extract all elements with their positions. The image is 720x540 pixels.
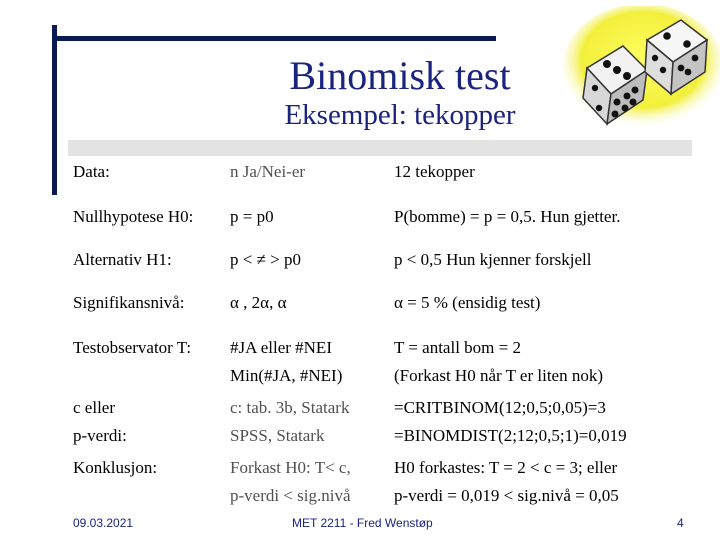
row-mid-critical-line2: SPSS, Statark: [230, 426, 325, 445]
vertical-accent-bar: [52, 25, 57, 195]
row-right-null-hypothesis: P(bomme) = p = 0,5. Hun gjetter.: [394, 207, 621, 226]
row-mid-alternative: p < ≠ > p0: [230, 250, 302, 269]
slide-title: Binomisk test: [289, 53, 511, 98]
row-mid-significance: α , 2α, α: [230, 293, 287, 312]
row-label-significance: Signifikansnivå:: [73, 293, 185, 312]
row-label-test-statistic: Testobservator T:: [73, 338, 192, 357]
row-mid-conclusion-line2: p-verdi < sig.nivå: [230, 486, 351, 505]
row-mid-test-statistic-line1: #JA eller #NEI: [230, 338, 332, 357]
row-right-conclusion-line2: p-verdi = 0,019 < sig.nivå = 0,05: [394, 486, 619, 505]
row-mid-null-hypothesis: p = p0: [230, 207, 274, 226]
slide-subtitle: Eksempel: tekopper: [284, 99, 516, 131]
row-label-data: Data:: [73, 162, 110, 181]
title-separator-band: [68, 140, 692, 156]
row-mid-test-statistic-line2: Min(#JA, #NEI): [230, 366, 343, 385]
row-label-critical-line1: c eller: [73, 398, 115, 417]
row-label-alternative: Alternativ H1:: [73, 250, 172, 269]
footer-course: MET 2211 - Fred Wenstøp: [292, 516, 433, 530]
row-right-test-statistic-line1: T = antall bom = 2: [394, 338, 521, 357]
row-label-critical-line2: p-verdi:: [73, 426, 127, 445]
row-right-conclusion-line1: H0 forkastes: T = 2 < c = 3; eller: [394, 458, 618, 477]
horizontal-accent-bar: [52, 36, 496, 41]
row-label-conclusion: Konklusjon:: [73, 458, 158, 477]
row-right-test-statistic-line2: (Forkast H0 når T er liten nok): [394, 366, 603, 385]
row-right-data: 12 tekopper: [394, 162, 475, 181]
dice-pair-icon: [555, 6, 720, 131]
footer-page-number: 4: [677, 516, 684, 530]
row-mid-critical-line1: c: tab. 3b, Statark: [230, 398, 350, 417]
row-right-critical-line2: =BINOMDIST(2;12;0,5;1)=0,019: [394, 426, 627, 445]
row-mid-conclusion-line1: Forkast H0: T< c,: [230, 458, 351, 477]
row-label-null-hypothesis: Nullhypotese H0:: [73, 207, 194, 226]
row-right-alternative: p < 0,5 Hun kjenner forskjell: [394, 250, 592, 269]
footer-date: 09.03.2021: [73, 516, 134, 530]
row-right-significance: α = 5 % (ensidig test): [394, 293, 541, 312]
row-right-critical-line1: =CRITBINOM(12;0,5;0,05)=3: [394, 398, 606, 417]
row-mid-data: n Ja/Nei-er: [230, 162, 306, 181]
